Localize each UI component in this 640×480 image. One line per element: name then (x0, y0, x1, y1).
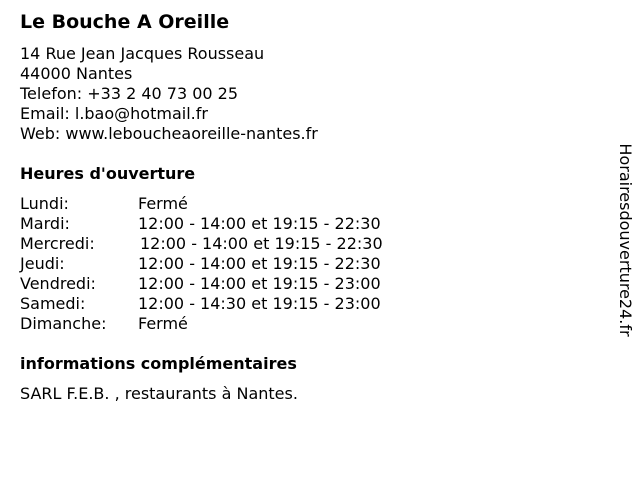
additional-info-text: SARL F.E.B. , restaurants à Nantes. (20, 384, 298, 403)
side-brand-watermark: Horairesdouverture24.fr (616, 143, 635, 337)
hours-day: Vendredi: (20, 274, 96, 293)
hours-time: 12:00 - 14:00 et 19:15 - 22:30 (140, 234, 383, 253)
address-block (20, 44, 318, 144)
hours-time: 12:00 - 14:00 et 19:15 - 22:30 (138, 214, 381, 233)
address-city: 44000 Nantes (20, 64, 133, 83)
hours-day: Jeudi: (20, 254, 65, 273)
website-line[interactable]: Web: www.leboucheaoreille-nantes.fr (20, 124, 318, 143)
business-name: Le Bouche A Oreille (20, 11, 230, 33)
hours-day: Mardi: (20, 214, 70, 233)
hours-time: Fermé (138, 314, 188, 333)
phone-line[interactable]: Telefon: +33 2 40 73 00 25 (20, 84, 239, 103)
hours-time: 12:00 - 14:00 et 19:15 - 22:30 (138, 254, 381, 273)
hours-day: Dimanche: (20, 314, 107, 333)
additional-info-heading: informations complémentaires (20, 354, 297, 373)
hours-day: Samedi: (20, 294, 86, 313)
hours-day: Lundi: (20, 194, 69, 213)
hours-time: 12:00 - 14:30 et 19:15 - 23:00 (138, 294, 381, 313)
hours-time: Fermé (138, 194, 188, 213)
opening-hours-heading: Heures d'ouverture (20, 164, 196, 183)
hours-day: Mercredi: (20, 234, 95, 253)
address-street: 14 Rue Jean Jacques Rousseau (20, 44, 265, 63)
email-line[interactable]: Email: l.bao@hotmail.fr (20, 104, 208, 123)
hours-time: 12:00 - 14:00 et 19:15 - 23:00 (138, 274, 381, 293)
